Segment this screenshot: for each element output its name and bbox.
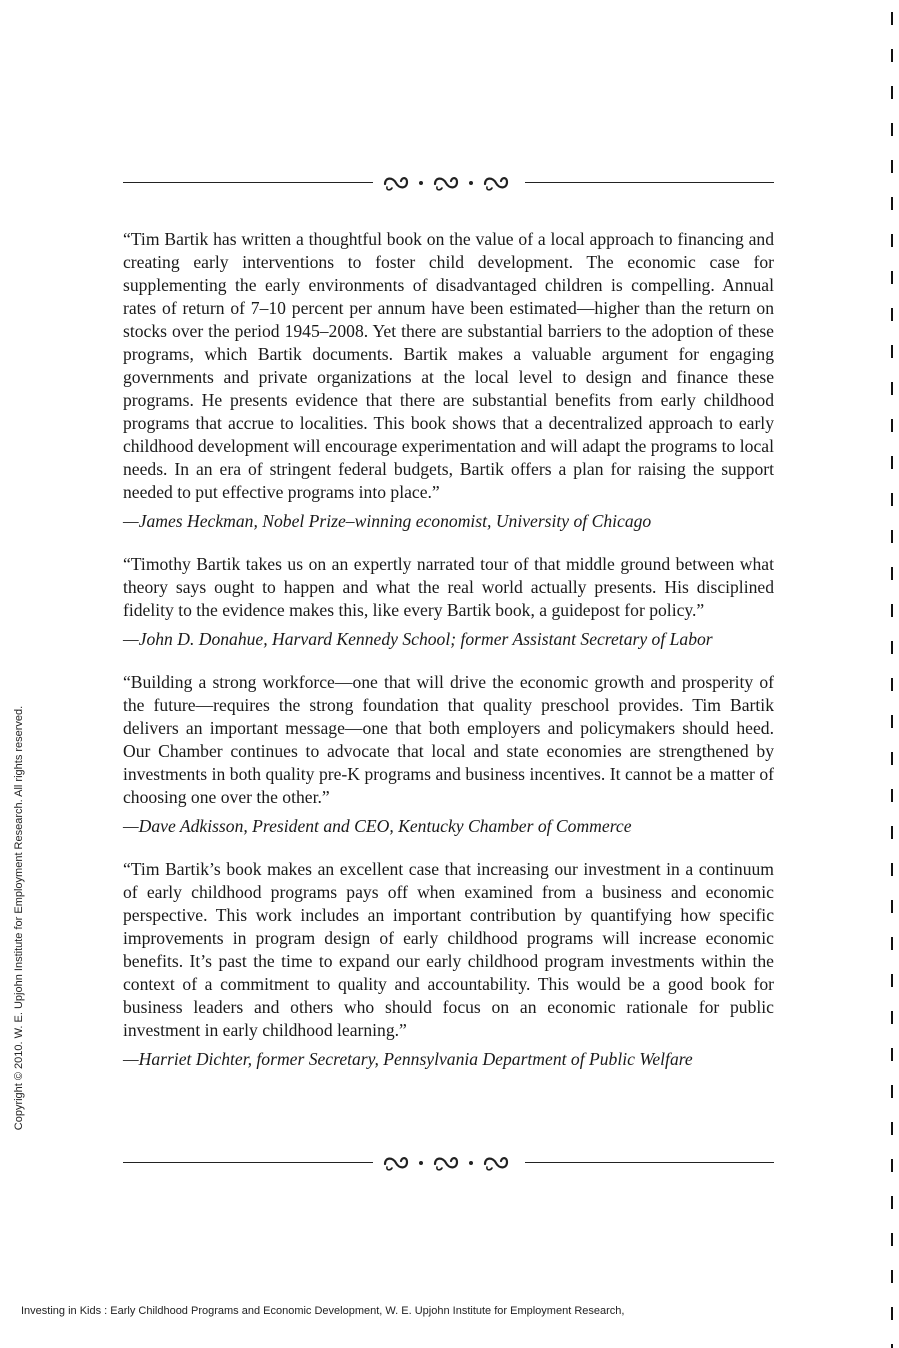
top-divider [123,173,774,193]
endorsement-quote: “Timothy Bartik takes us on an expertly narrated tour of that middle ground between what theory says ought to happen and what the real world actually presents. His disciplined fidelity to the evidence makes this, like every Bartik book, a guidepost for policy.” [123,554,774,620]
bottom-divider [123,1153,774,1173]
endorsement-quote: “Tim Bartik has written a thoughtful book on the value of a local approach to financing and creating early interventions to foster child development. The economic case for supplementing the early environments of disadvantaged children is compelling. Annual rates of return of 7–10 percent per annum have been estimated—higher than the return on stocks over the period 1945–2008. Yet there are substantial barriers to the adoption of these programs, which Bartik documents. Bartik makes a valuable argument for engaging governments and private organizations at the local level to design and finance these programs. He presents evidence that there are substantial benefits from early childhood programs that accrue to localities. This book shows that a decentralized approach to early childhood development will encourage experimentation and will adapt the programs to local needs. In an era of stringent federal budgets, Bartik offers a plan for raising the support needed to put effective programs into place.” [123,229,774,502]
endorsements [123,228,774,1091]
endorsement-attribution: —John D. Donahue, Harvard Kennedy School; former Assistant Secretary of Labor [123,629,713,649]
footer-citation: Investing in Kids : Early Childhood Programs and Economic Development, W. E. Upjohn Institute for Employment Research, [21,1305,625,1317]
endorsement [123,553,774,651]
endorsement-attribution: —James Heckman, Nobel Prize–winning economist, University of Chicago [123,511,652,531]
endorsement-quote: “Tim Bartik’s book makes an excellent case that increasing our investment in a continuum of early childhood programs pays off when examined from a business and economic perspective. This work includes an important contribution by quantifying how specific improvements in program design of early childhood programs will increase economic benefits. It’s past the time to expand our early childhood program investments within the context of a commitment to quality and accountability. This would be a good book for business leaders and others who should focus on an economic rationale for public investment in early childhood learning.” [123,859,774,1040]
copyright-notice: Copyright © 2010. W. E. Upjohn Institute for Employment Research. All rights reserved. [13,705,25,1131]
divider-line-right [525,1162,774,1163]
endorsement-attribution: —Dave Adkisson, President and CEO, Kentucky Chamber of Commerce [123,816,632,836]
endorsement [123,858,774,1071]
divider-line-left [123,1162,373,1163]
page-edge-ticks [880,0,899,1348]
divider-line-right [525,182,774,183]
divider-line-left [123,182,373,183]
swirl-dot-divider-icon [381,1153,517,1173]
endorsement [123,228,774,533]
endorsement-quote: “Building a strong workforce—one that will drive the economic growth and prosperity of the future—requires the strong foundation that quality preschool provides. Tim Bartik delivers an important message—one that both employers and policymakers should heed. Our Chamber continues to advocate that local and state economies are strengthened by investments in both quality pre-K programs and business incentives. It cannot be a matter of choosing one over the other.” [123,672,774,807]
swirl-dot-divider-icon [381,173,517,193]
endorsement [123,671,774,838]
endorsement-attribution: —Harriet Dichter, former Secretary, Pennsylvania Department of Public Welfare [123,1049,693,1069]
